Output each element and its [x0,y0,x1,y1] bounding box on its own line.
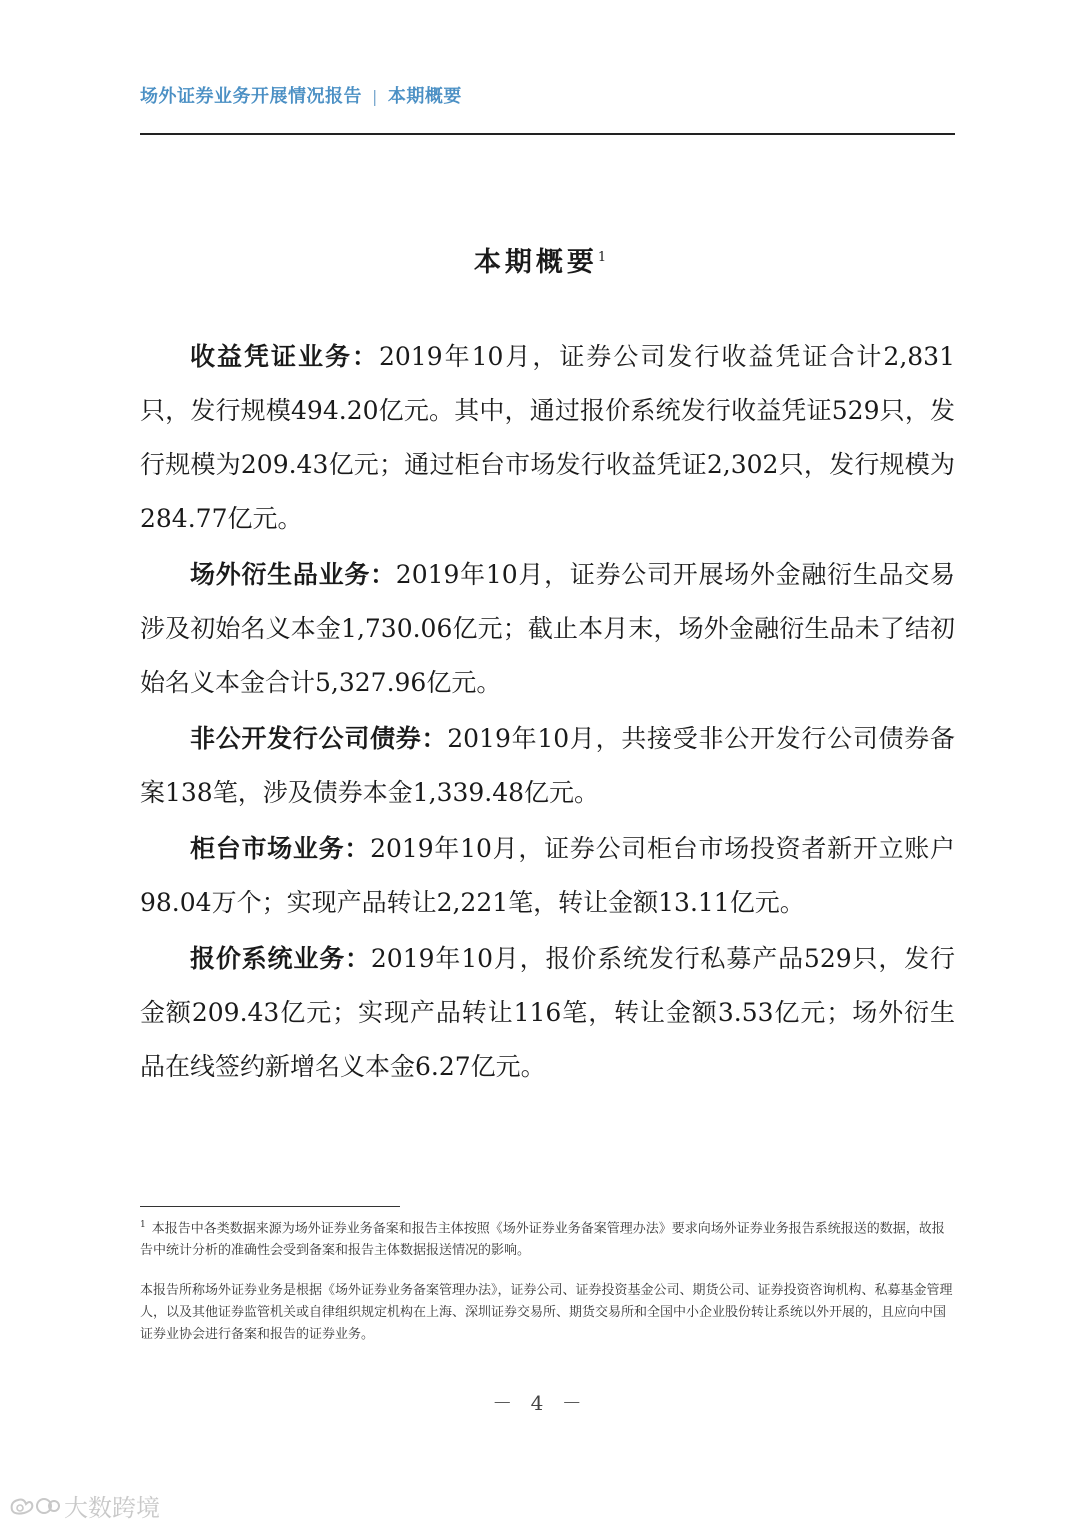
page-title-text: 本期概要 [473,247,598,278]
footnote-text: 本报告所称场外证券业务是根据《场外证券业务备案管理办法》，证券公司、证券投资基金公司、期货公司、证券投资咨询机构、私募基金管理人，以及其他证券监管机关或自律组织规定机构在上海、深圳证券交易所、期货交易所和全国中小企业股份转让系统以外开展的，且应向中国证券业协会进行备案和报告的证券业务。 [140,1283,953,1343]
paragraph-counter-market [140,822,955,930]
watermark [8,1488,160,1523]
paragraph-text: 2019年10月，证券公司发行收益凭证合计2,831只，发行规模494.20亿元。其中，通过报价系统发行收益凭证529只，发行规模为209.43亿元；通过柜台市场发行收益凭证2,302只，发行规模为284.77亿元。 [140,342,955,533]
paragraph-quotation-system [140,932,955,1094]
weibo-logo-icon [8,1494,60,1518]
page-title [0,240,1080,279]
paragraph-lead: 非公开发行公司债券： [190,724,448,753]
running-header-section: 本期概要 [387,86,462,107]
footnote-2 [140,1280,955,1346]
running-header [140,82,462,108]
paragraph-text: 2019年10月，共接受非公开发行公司债券备案138笔，涉及债券本金1,339.48亿元。 [140,724,955,807]
paragraph-lead: 场外衍生品业务： [190,560,396,589]
footnote-1 [140,1214,955,1262]
footnotes [140,1214,955,1364]
footnote-divider [140,1206,400,1207]
running-header-title: 场外证券业务开展情况报告 [140,86,362,107]
paragraph-text: 2019年10月，证券公司柜台市场投资者新开立账户98.04万个；实现产品转让2,221笔，转让金额13.11亿元。 [140,834,955,917]
summary-body [140,330,955,1096]
paragraph-lead: 收益凭证业务： [190,342,379,371]
paragraph-otc-derivatives [140,548,955,710]
paragraph-income-certificates [140,330,955,546]
paragraph-private-bonds [140,712,955,820]
footnote-text: 本报告中各类数据来源为场外证券业务备案和报告主体按照《场外证券业务备案管理办法》要求向场外证券业务报告系统报送的数据，故报告中统计分析的准确性会受到备案和报告主体数据报送情况的影响。 [140,1221,945,1259]
paragraph-text: 2019年10月，证券公司开展场外金融衍生品交易涉及初始名义本金1,730.06亿元；截止本月末，场外金融衍生品未了结初始名义本金合计5,327.96亿元。 [140,560,955,697]
paragraph-lead: 柜台市场业务： [190,834,371,863]
footnote-marker: 1 [140,1220,146,1230]
paragraph-lead: 报价系统业务： [190,944,371,973]
header-divider [140,133,955,135]
running-header-separator: | [372,87,378,106]
page-number: － 4 － [492,1391,588,1415]
watermark-text: 大数跨境 [64,1494,160,1522]
paragraph-text: 2019年10月，报价系统发行私募产品529只，发行金额209.43亿元；实现产品转让116笔，转让金额3.53亿元；场外衍生品在线签约新增名义本金6.27亿元。 [140,944,955,1081]
page-title-footnote-ref: 1 [597,250,607,265]
